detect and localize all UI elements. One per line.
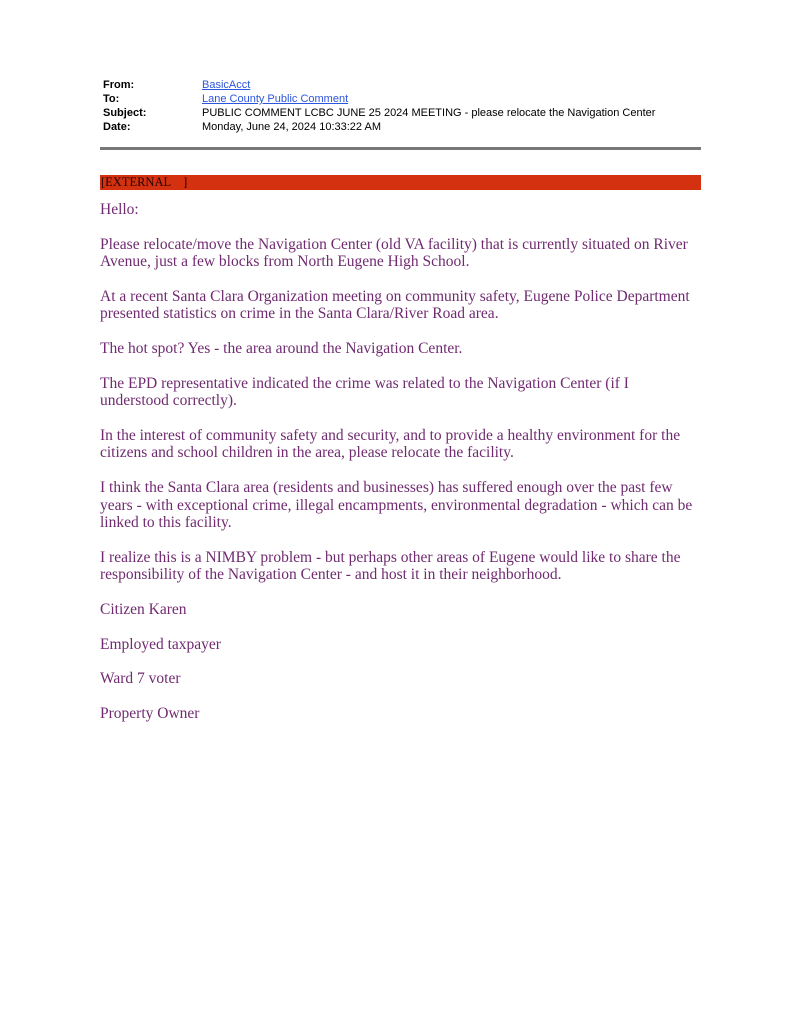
from-label: From: <box>103 79 135 91</box>
to-label: To: <box>103 93 120 105</box>
email-metadata-header <box>100 78 655 134</box>
greeting-text: Hello: <box>100 201 139 218</box>
body-paragraph: Please relocate/move the Navigation Center (old VA facility) that is currently situated on River Avenue, just a few blocks from North Eugene High School. <box>100 235 688 271</box>
body-paragraph: The EPD representative indicated the crime was related to the Navigation Center (if I understood correctly). <box>100 374 629 410</box>
external-warning-banner <box>100 175 701 190</box>
external-warning-text: [EXTERNAL ] <box>101 175 188 189</box>
to-value <box>202 92 655 106</box>
signature-line: Ward 7 voter <box>100 670 181 688</box>
signature-line: Employed taxpayer <box>100 635 221 653</box>
header-row-subject <box>100 106 655 120</box>
body-paragraph: At a recent Santa Clara Organization meeting on community safety, Eugene Police Department presented statistics on crime in the Santa Clara/River Road area. <box>100 287 690 323</box>
body-paragraph: The hot spot? Yes - the area around the Navigation Center. <box>100 339 463 357</box>
from-value <box>202 78 655 92</box>
body-paragraph: In the interest of community safety and security, and to provide a healthy environment for the citizens and school children in the area, please relocate the facility. <box>100 426 681 462</box>
signature-line: Property Owner <box>100 704 200 722</box>
body-paragraph: I realize this is a NIMBY problem - but perhaps other areas of Eugene would like to share the responsibility of the Navigation Center - and host it in their neighborhood. <box>100 548 681 584</box>
email-document <box>100 78 701 722</box>
date-label: Date: <box>103 121 131 133</box>
to-recipient-link[interactable]: Lane County Public Comment <box>202 93 349 105</box>
body-paragraph: I think the Santa Clara area (residents and businesses) has suffered enough over the past few years - with exceptional crime, illegal encampments, environmental degradation - which can be linked to this facility. <box>100 478 693 532</box>
signature-line: Citizen Karen <box>100 600 187 618</box>
from-sender-link[interactable]: BasicAcct <box>202 79 251 91</box>
subject-value: PUBLIC COMMENT LCBC JUNE 25 2024 MEETING - please relocate the Navigation Center <box>202 107 656 119</box>
email-body <box>100 201 701 722</box>
date-value: Monday, June 24, 2024 10:33:22 AM <box>202 121 381 133</box>
subject-label: Subject: <box>103 107 147 119</box>
header-row-to <box>100 92 655 106</box>
header-row-date <box>100 120 655 134</box>
header-divider <box>100 147 701 150</box>
header-row-from <box>100 78 655 92</box>
